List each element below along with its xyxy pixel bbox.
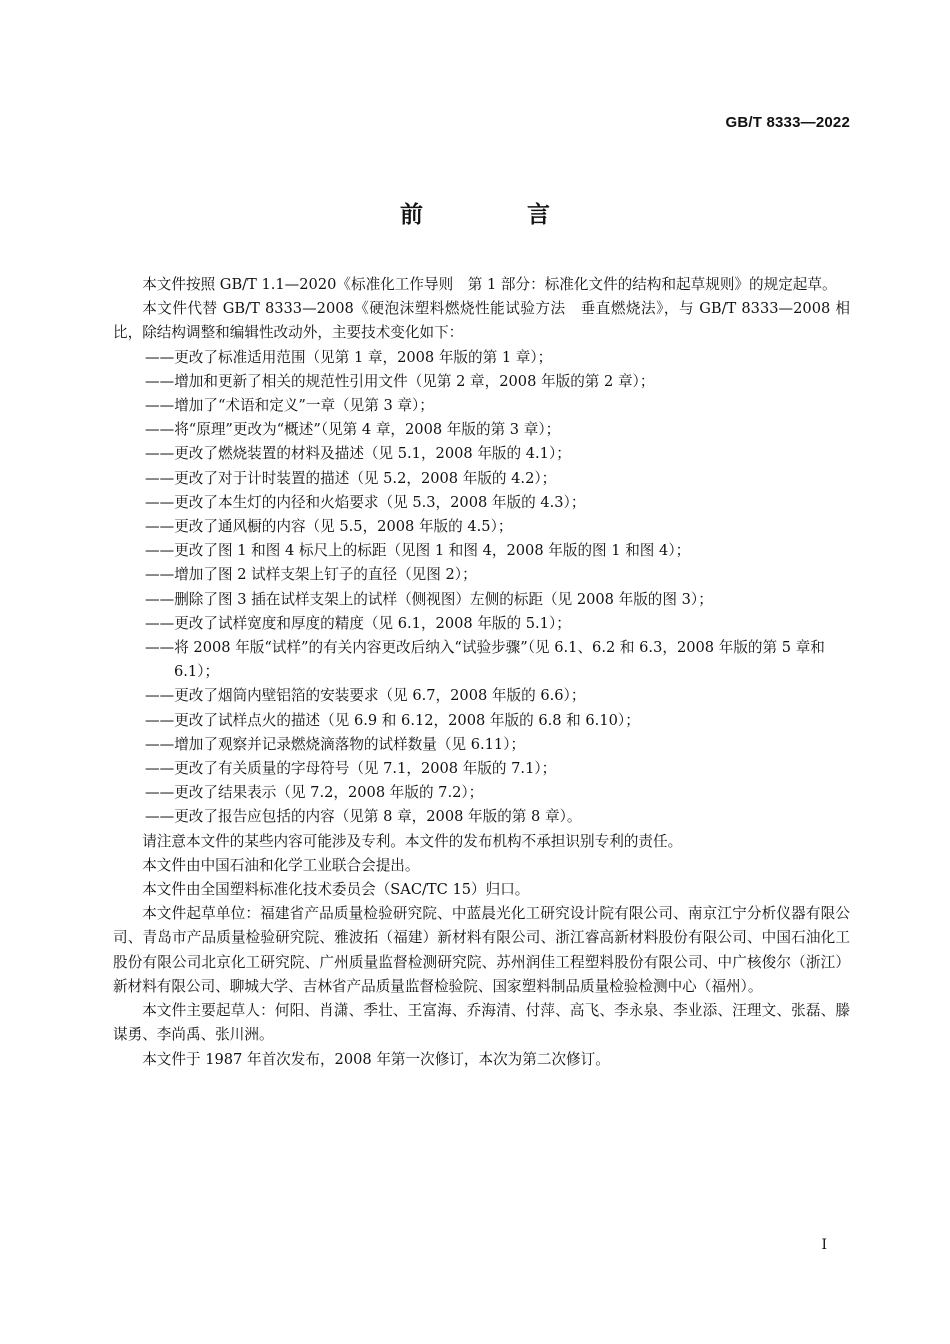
list-item: ——更改了标准适用范围（见第 1 章，2008 年版的第 1 章）； — [145, 348, 553, 366]
list-item: ——更改了通风橱的内容（见 5.5，2008 年版的 4.5）； — [145, 518, 513, 536]
publication-history: 本文件于 1987 年首次发布，2008 年第一次修订，本次为第二次修订。 — [142, 1050, 610, 1068]
page-number: I — [821, 1237, 827, 1253]
list-item: ——更改了图 1 和图 4 标尺上的标距（见图 1 和图 4，2008 年版的图 1 和图 4）； — [145, 542, 691, 560]
list-item: ——将 2008 年版“试样”的有关内容更改后纳入“试验步骤”（见 6.1、6.2 和 6.3，2008 年版的第 5 章和 6.1）； — [145, 639, 825, 681]
list-item: ——增加了“术语和定义”一章（见第 3 章）； — [145, 397, 434, 415]
list-item: ——增加和更新了相关的规范性引用文件（见第 2 章，2008 年版的第 2 章）； — [145, 372, 655, 390]
page-title: 前 言 — [399, 202, 598, 228]
intro-paragraph: 本文件代替 GB/T 8333—2008《硬泡沫塑料燃烧性能试验方法 垂直燃烧法》，与 GB/T 8333—2008 相比，除结构调整和编辑性改动外，主要技术变化如下： — [113, 300, 850, 342]
list-item: ——更改了本生灯的内径和火焰要求（见 5.3，2008 年版的 4.3）； — [145, 493, 586, 511]
proposer-statement: 本文件由中国石油和化学工业联合会提出。 — [142, 856, 420, 874]
patent-notice: 请注意本文件的某些内容可能涉及专利。本文件的发布机构不承担识别专利的责任。 — [142, 832, 683, 850]
list-item: ——增加了图 2 试样支架上钉子的直径（见图 2）； — [145, 566, 477, 584]
standard-code: GB/T 8333—2022 — [725, 114, 850, 131]
list-item: ——删除了图 3 插在试样支架上的试样（侧视图）左侧的标距（见 2008 年版的图 3）； — [145, 590, 713, 608]
list-item: ——更改了对于计时装置的描述（见 5.2，2008 年版的 4.2）； — [145, 469, 557, 487]
list-item: ——将“原理”更改为“概述”（见第 4 章，2008 年版的第 3 章）； — [145, 421, 561, 439]
list-item: ——更改了燃烧装置的材料及描述（见 5.1，2008 年版的 4.1）； — [145, 445, 571, 463]
list-item: ——更改了结果表示（见 7.2，2008 年版的 7.2）； — [145, 784, 484, 802]
list-item: ——更改了烟筒内壁铝箔的安装要求（见 6.7，2008 年版的 6.6）； — [145, 687, 586, 705]
changes-list — [113, 346, 850, 830]
list-item: ——更改了报告应包括的内容（见第 8 章，2008 年版的第 8 章）。 — [145, 808, 582, 826]
list-item: ——更改了试样宽度和厚度的精度（见 6.1，2008 年版的 5.1）； — [145, 614, 571, 632]
document-body — [113, 273, 850, 1072]
list-item: ——更改了有关质量的字母符号（见 7.1，2008 年版的 7.1）； — [145, 760, 557, 778]
list-item: ——增加了观察并记录燃烧滴落物的试样数量（见 6.11）； — [145, 735, 526, 753]
committee-statement: 本文件由全国塑料标准化技术委员会（SAC/TC 15）归口。 — [142, 881, 530, 899]
drafting-units: 本文件起草单位：福建省产品质量检验研究院、中蓝晨光化工研究设计院有限公司、南京江宁分析仪器有限公司、青岛市产品质量检验研究院、雅波拓（福建）新材料有限公司、浙江睿高新材料股份有限公司、中国石油化工股份有限公司北京化工研究院、广州质量监督检测研究院、苏州润佳工程塑料股份有限公司、中广核俊尔（浙江）新材料有限公司、聊城大学、吉林省产品质量监督检验院、国家塑料制品质量检验检测中心（福州）。 — [113, 905, 850, 995]
drafters: 本文件主要起草人：何阳、肖潇、季壮、王富海、乔海清、付萍、高飞、李永泉、李业添、汪理文、张磊、滕谋勇、李尚禹、张川洲。 — [113, 1002, 850, 1044]
intro-paragraph: 本文件按照 GB/T 1.1—2020《标准化工作导则 第 1 部分：标准化文件的结构和起草规则》的规定起草。 — [142, 276, 837, 293]
list-item: ——更改了试样点火的描述（见 6.9 和 6.12，2008 年版的 6.8 和 6.10）； — [145, 711, 640, 729]
